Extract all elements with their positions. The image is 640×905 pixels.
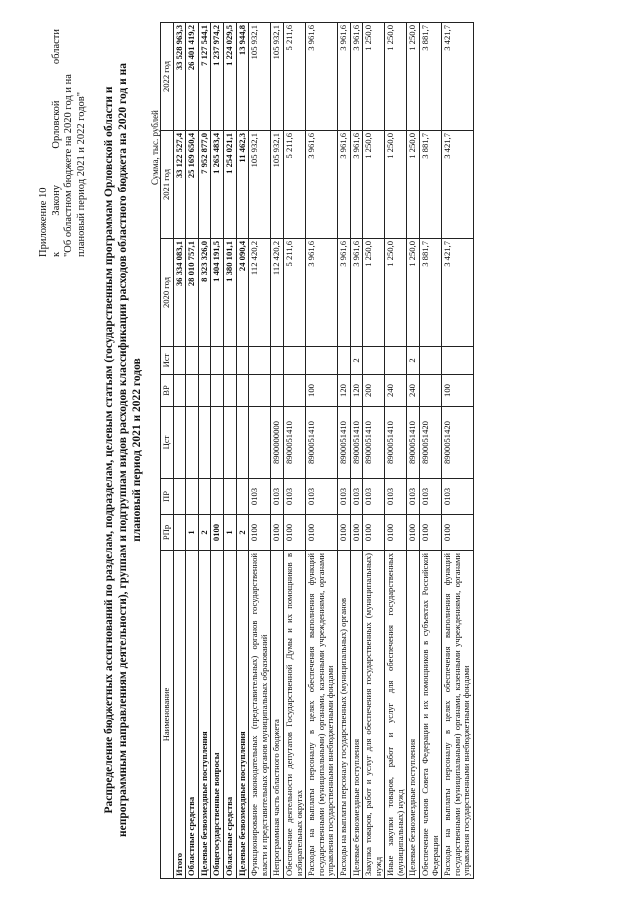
table-row	[236, 23, 249, 879]
cell-ist	[173, 347, 186, 375]
table-row	[186, 23, 199, 879]
cell-cst: 8900051420	[420, 407, 442, 479]
cell-y2020: 24 090,4	[236, 239, 249, 347]
cell-cst	[173, 407, 186, 479]
cell-cst: 8900051410	[306, 407, 338, 479]
cell-name: Непрограммная часть областного бюджета	[271, 551, 284, 879]
cell-vr: 100	[306, 375, 338, 407]
cell-rpr: 0100	[337, 515, 350, 551]
cell-y2022: 3 421,7	[442, 23, 474, 131]
cell-ist: 2	[350, 347, 363, 375]
cell-pr: 0103	[283, 479, 305, 515]
cell-y2022: 3 961,6	[350, 23, 363, 131]
cell-y2021: 3 961,6	[306, 131, 338, 239]
cell-y2020: 112 420,2	[249, 239, 271, 347]
table-row	[283, 23, 305, 879]
cell-ist	[306, 347, 338, 375]
appendix-law-period: плановый период 2021 и 2022 годов"	[75, 91, 87, 257]
cell-pr: 0103	[442, 479, 474, 515]
cell-y2020: 3 881,7	[420, 239, 442, 347]
cell-name: Итого	[173, 551, 186, 879]
cell-y2021: 25 169 650,4	[186, 131, 199, 239]
cell-rpr: 0100	[442, 515, 474, 551]
cell-ist	[283, 347, 305, 375]
cell-y2020: 36 334 083,1	[173, 239, 186, 347]
cell-name: Функционирование законодательных (представительных) органов государственной власти и представительных органов муниципальных образований	[249, 551, 271, 879]
cell-vr	[236, 375, 249, 407]
cell-pr: 0103	[306, 479, 338, 515]
cell-name: Расходы на выплаты персоналу в целях обеспечения выполнения функций государственными (муниципальными) органами, казенными учреждениями, органами управления государственными внебюджетными фондами	[306, 551, 338, 879]
cell-ist	[385, 347, 407, 375]
table-row	[173, 23, 186, 879]
cell-y2022: 1 250,0	[385, 23, 407, 131]
cell-y2021: 33 122 527,4	[173, 131, 186, 239]
table-row	[420, 23, 442, 879]
cell-vr: 240	[407, 375, 420, 407]
cell-cst	[211, 407, 224, 479]
appendix-law-line	[51, 29, 64, 257]
cell-y2021: 105 932,1	[249, 131, 271, 239]
cell-pr: 0103	[337, 479, 350, 515]
cell-name: Иные закупки товаров, работ и услуг для обеспечения государственных (муниципальных) нужд	[385, 551, 407, 879]
cell-y2021: 7 952 877,0	[198, 131, 211, 239]
cell-cst: 8900051410	[350, 407, 363, 479]
cell-y2020: 1 380 101,1	[223, 239, 236, 347]
cell-y2022: 5 211,6	[283, 23, 305, 131]
header-2021: 2021 год	[161, 131, 174, 239]
cell-name: Обеспечение деятельности депутатов Государственной Думы и их помощников в избирательных округах	[283, 551, 305, 879]
cell-rpr: 0100	[363, 515, 385, 551]
cell-rpr: 1	[186, 515, 199, 551]
cell-pr	[173, 479, 186, 515]
cell-cst: 8900051410	[283, 407, 305, 479]
cell-y2022: 7 127 544,1	[198, 23, 211, 131]
cell-y2020: 1 404 191,5	[211, 239, 224, 347]
cell-y2020: 5 211,6	[283, 239, 305, 347]
cell-name: Расходы на выплаты персоналу государственных (муниципальных) органов	[337, 551, 350, 879]
cell-rpr: 0100	[271, 515, 284, 551]
cell-rpr: 0100	[350, 515, 363, 551]
cell-y2022: 3 881,7	[420, 23, 442, 131]
cell-name: Областные средства	[186, 551, 199, 879]
cell-rpr: 0100	[420, 515, 442, 551]
cell-ist	[236, 347, 249, 375]
table-row	[337, 23, 350, 879]
cell-name: Целевые безвозмездные поступления	[236, 551, 249, 879]
cell-vr	[283, 375, 305, 407]
cell-pr	[223, 479, 236, 515]
cell-y2020: 3 961,6	[350, 239, 363, 347]
header-name: Наименование	[161, 551, 174, 879]
cell-y2020: 8 323 326,0	[198, 239, 211, 347]
cell-name: Закупка товаров, работ и услуг для обеспечения государственных (муниципальных) нужд	[363, 551, 385, 879]
cell-y2021: 3 961,6	[337, 131, 350, 239]
cell-ist	[337, 347, 350, 375]
cell-y2022: 3 961,6	[306, 23, 338, 131]
cell-rpr: 1	[223, 515, 236, 551]
header-cst: Цст	[161, 407, 174, 479]
table-row	[198, 23, 211, 879]
table-row	[223, 23, 236, 879]
cell-name: Целевые безвозмездные поступления	[407, 551, 420, 879]
cell-ist: 2	[407, 347, 420, 375]
cell-name: Целевые безвозмездные поступления	[350, 551, 363, 879]
cell-vr	[420, 375, 442, 407]
header-ist: Ист	[161, 347, 174, 375]
cell-cst	[186, 407, 199, 479]
cell-cst	[223, 407, 236, 479]
cell-name: Расходы на выплаты персоналу в целях обеспечения выполнения функций государственными (муниципальными) органами, казенными учреждениями, органами управления государственными внебюджетными фондами	[442, 551, 474, 879]
cell-ist	[223, 347, 236, 375]
cell-rpr: 0100	[407, 515, 420, 551]
cell-y2020: 3 961,6	[337, 239, 350, 347]
cell-cst	[249, 407, 271, 479]
cell-vr: 120	[337, 375, 350, 407]
cell-ist	[420, 347, 442, 375]
cell-y2021: 3 961,6	[350, 131, 363, 239]
cell-pr: 0103	[407, 479, 420, 515]
cell-cst: 8900051420	[442, 407, 474, 479]
cell-y2020: 1 250,0	[385, 239, 407, 347]
header-vr: ВР	[161, 375, 174, 407]
header-pr: ПР	[161, 479, 174, 515]
cell-vr	[198, 375, 211, 407]
cell-y2021: 105 932,1	[271, 131, 284, 239]
cell-cst	[198, 407, 211, 479]
cell-y2022: 1 237 974,2	[211, 23, 224, 131]
cell-ist	[249, 347, 271, 375]
table-row	[363, 23, 385, 879]
table-row	[442, 23, 474, 879]
cell-ist	[211, 347, 224, 375]
cell-vr	[173, 375, 186, 407]
appendix-region: Орловской	[50, 100, 62, 149]
cell-y2022: 1 224 029,5	[223, 23, 236, 131]
cell-y2022: 1 250,0	[407, 23, 420, 131]
cell-y2022: 13 944,8	[236, 23, 249, 131]
cell-pr	[211, 479, 224, 515]
appendix-block	[38, 29, 88, 257]
cell-pr: 0103	[249, 479, 271, 515]
cell-vr: 100	[442, 375, 474, 407]
cell-y2022: 3 961,6	[337, 23, 350, 131]
cell-vr	[271, 375, 284, 407]
table-row	[211, 23, 224, 879]
cell-y2021: 5 211,6	[283, 131, 305, 239]
cell-vr	[186, 375, 199, 407]
cell-y2021: 1 250,0	[407, 131, 420, 239]
cell-y2021: 1 265 483,4	[211, 131, 224, 239]
cell-y2021: 1 250,0	[363, 131, 385, 239]
cell-y2022: 105 932,1	[271, 23, 284, 131]
cell-y2022: 1 250,0	[363, 23, 385, 131]
cell-rpr: 0100	[211, 515, 224, 551]
cell-y2020: 1 250,0	[363, 239, 385, 347]
cell-cst: 8900051410	[385, 407, 407, 479]
cell-y2021: 3 881,7	[420, 131, 442, 239]
cell-y2022: 26 401 419,2	[186, 23, 199, 131]
cell-ist	[363, 347, 385, 375]
table-body	[173, 23, 473, 879]
cell-vr	[211, 375, 224, 407]
cell-y2022: 105 932,1	[249, 23, 271, 131]
appendix-law-title: "Об областном бюджете на 2020 год и на	[63, 74, 74, 257]
cell-cst: 8900000000	[271, 407, 284, 479]
cell-cst	[236, 407, 249, 479]
cell-rpr: 0100	[249, 515, 271, 551]
cell-y2021: 1 254 021,1	[223, 131, 236, 239]
cell-ist	[442, 347, 474, 375]
cell-pr: 0103	[385, 479, 407, 515]
budget-table	[160, 22, 474, 879]
cell-y2020: 1 250,0	[407, 239, 420, 347]
cell-y2020: 112 420,2	[271, 239, 284, 347]
appendix-obl: области	[50, 29, 62, 65]
cell-ist	[271, 347, 284, 375]
cell-pr: 0103	[363, 479, 385, 515]
cell-name: Общегосударственные вопросы	[211, 551, 224, 879]
appendix-zakon: Закону	[50, 184, 62, 216]
cell-y2021: 11 462,3	[236, 131, 249, 239]
table-row	[407, 23, 420, 879]
appendix-k: к	[50, 251, 62, 257]
cell-cst: 8900051410	[363, 407, 385, 479]
cell-pr: 0103	[420, 479, 442, 515]
cell-name: Целевые безвозмездные поступления	[198, 551, 211, 879]
header-2020: 2020 год	[161, 239, 174, 347]
table-row	[385, 23, 407, 879]
units-label: Сумма, тыс. рублей	[150, 110, 160, 185]
cell-cst: 8900051410	[337, 407, 350, 479]
cell-pr	[198, 479, 211, 515]
cell-rpr: 0100	[306, 515, 338, 551]
cell-y2020: 3 421,7	[442, 239, 474, 347]
cell-name: Областные средства	[223, 551, 236, 879]
cell-y2021: 1 250,0	[385, 131, 407, 239]
cell-y2020: 28 010 757,1	[186, 239, 199, 347]
cell-vr: 240	[385, 375, 407, 407]
appendix-number: Приложение 10	[38, 187, 49, 257]
cell-y2021: 3 421,7	[442, 131, 474, 239]
header-row	[161, 23, 174, 879]
cell-rpr: 2	[236, 515, 249, 551]
cell-vr: 120	[350, 375, 363, 407]
cell-vr	[249, 375, 271, 407]
cell-cst: 8900051410	[407, 407, 420, 479]
cell-vr	[223, 375, 236, 407]
document-title: Распределение бюджетных ассигнований по разделам, подразделам, целевым статьям (государственным программам Орловской области и непрограммным направлениям деятельности), группам и подгруппам видов расходов классификации расходов областного бюджета на 2020 год и на плановый период 2021 и 2022 годов	[103, 63, 143, 837]
cell-pr	[186, 479, 199, 515]
cell-y2020: 3 961,6	[306, 239, 338, 347]
table-row	[249, 23, 271, 879]
cell-vr: 200	[363, 375, 385, 407]
table-row	[271, 23, 284, 879]
cell-name: Обеспечение членов Совета Федерации и их помощников в субъектах Российской Федерации	[420, 551, 442, 879]
cell-y2022: 33 528 963,3	[173, 23, 186, 131]
cell-rpr: 2	[198, 515, 211, 551]
cell-rpr: 0100	[385, 515, 407, 551]
cell-pr	[236, 479, 249, 515]
header-rpr: РПр	[161, 515, 174, 551]
cell-rpr	[173, 515, 186, 551]
table-row	[350, 23, 363, 879]
cell-pr: 0103	[350, 479, 363, 515]
header-2022: 2022 год	[161, 23, 174, 131]
table-row	[306, 23, 338, 879]
cell-rpr: 0100	[283, 515, 305, 551]
cell-ist	[186, 347, 199, 375]
cell-pr: 0103	[271, 479, 284, 515]
cell-ist	[198, 347, 211, 375]
